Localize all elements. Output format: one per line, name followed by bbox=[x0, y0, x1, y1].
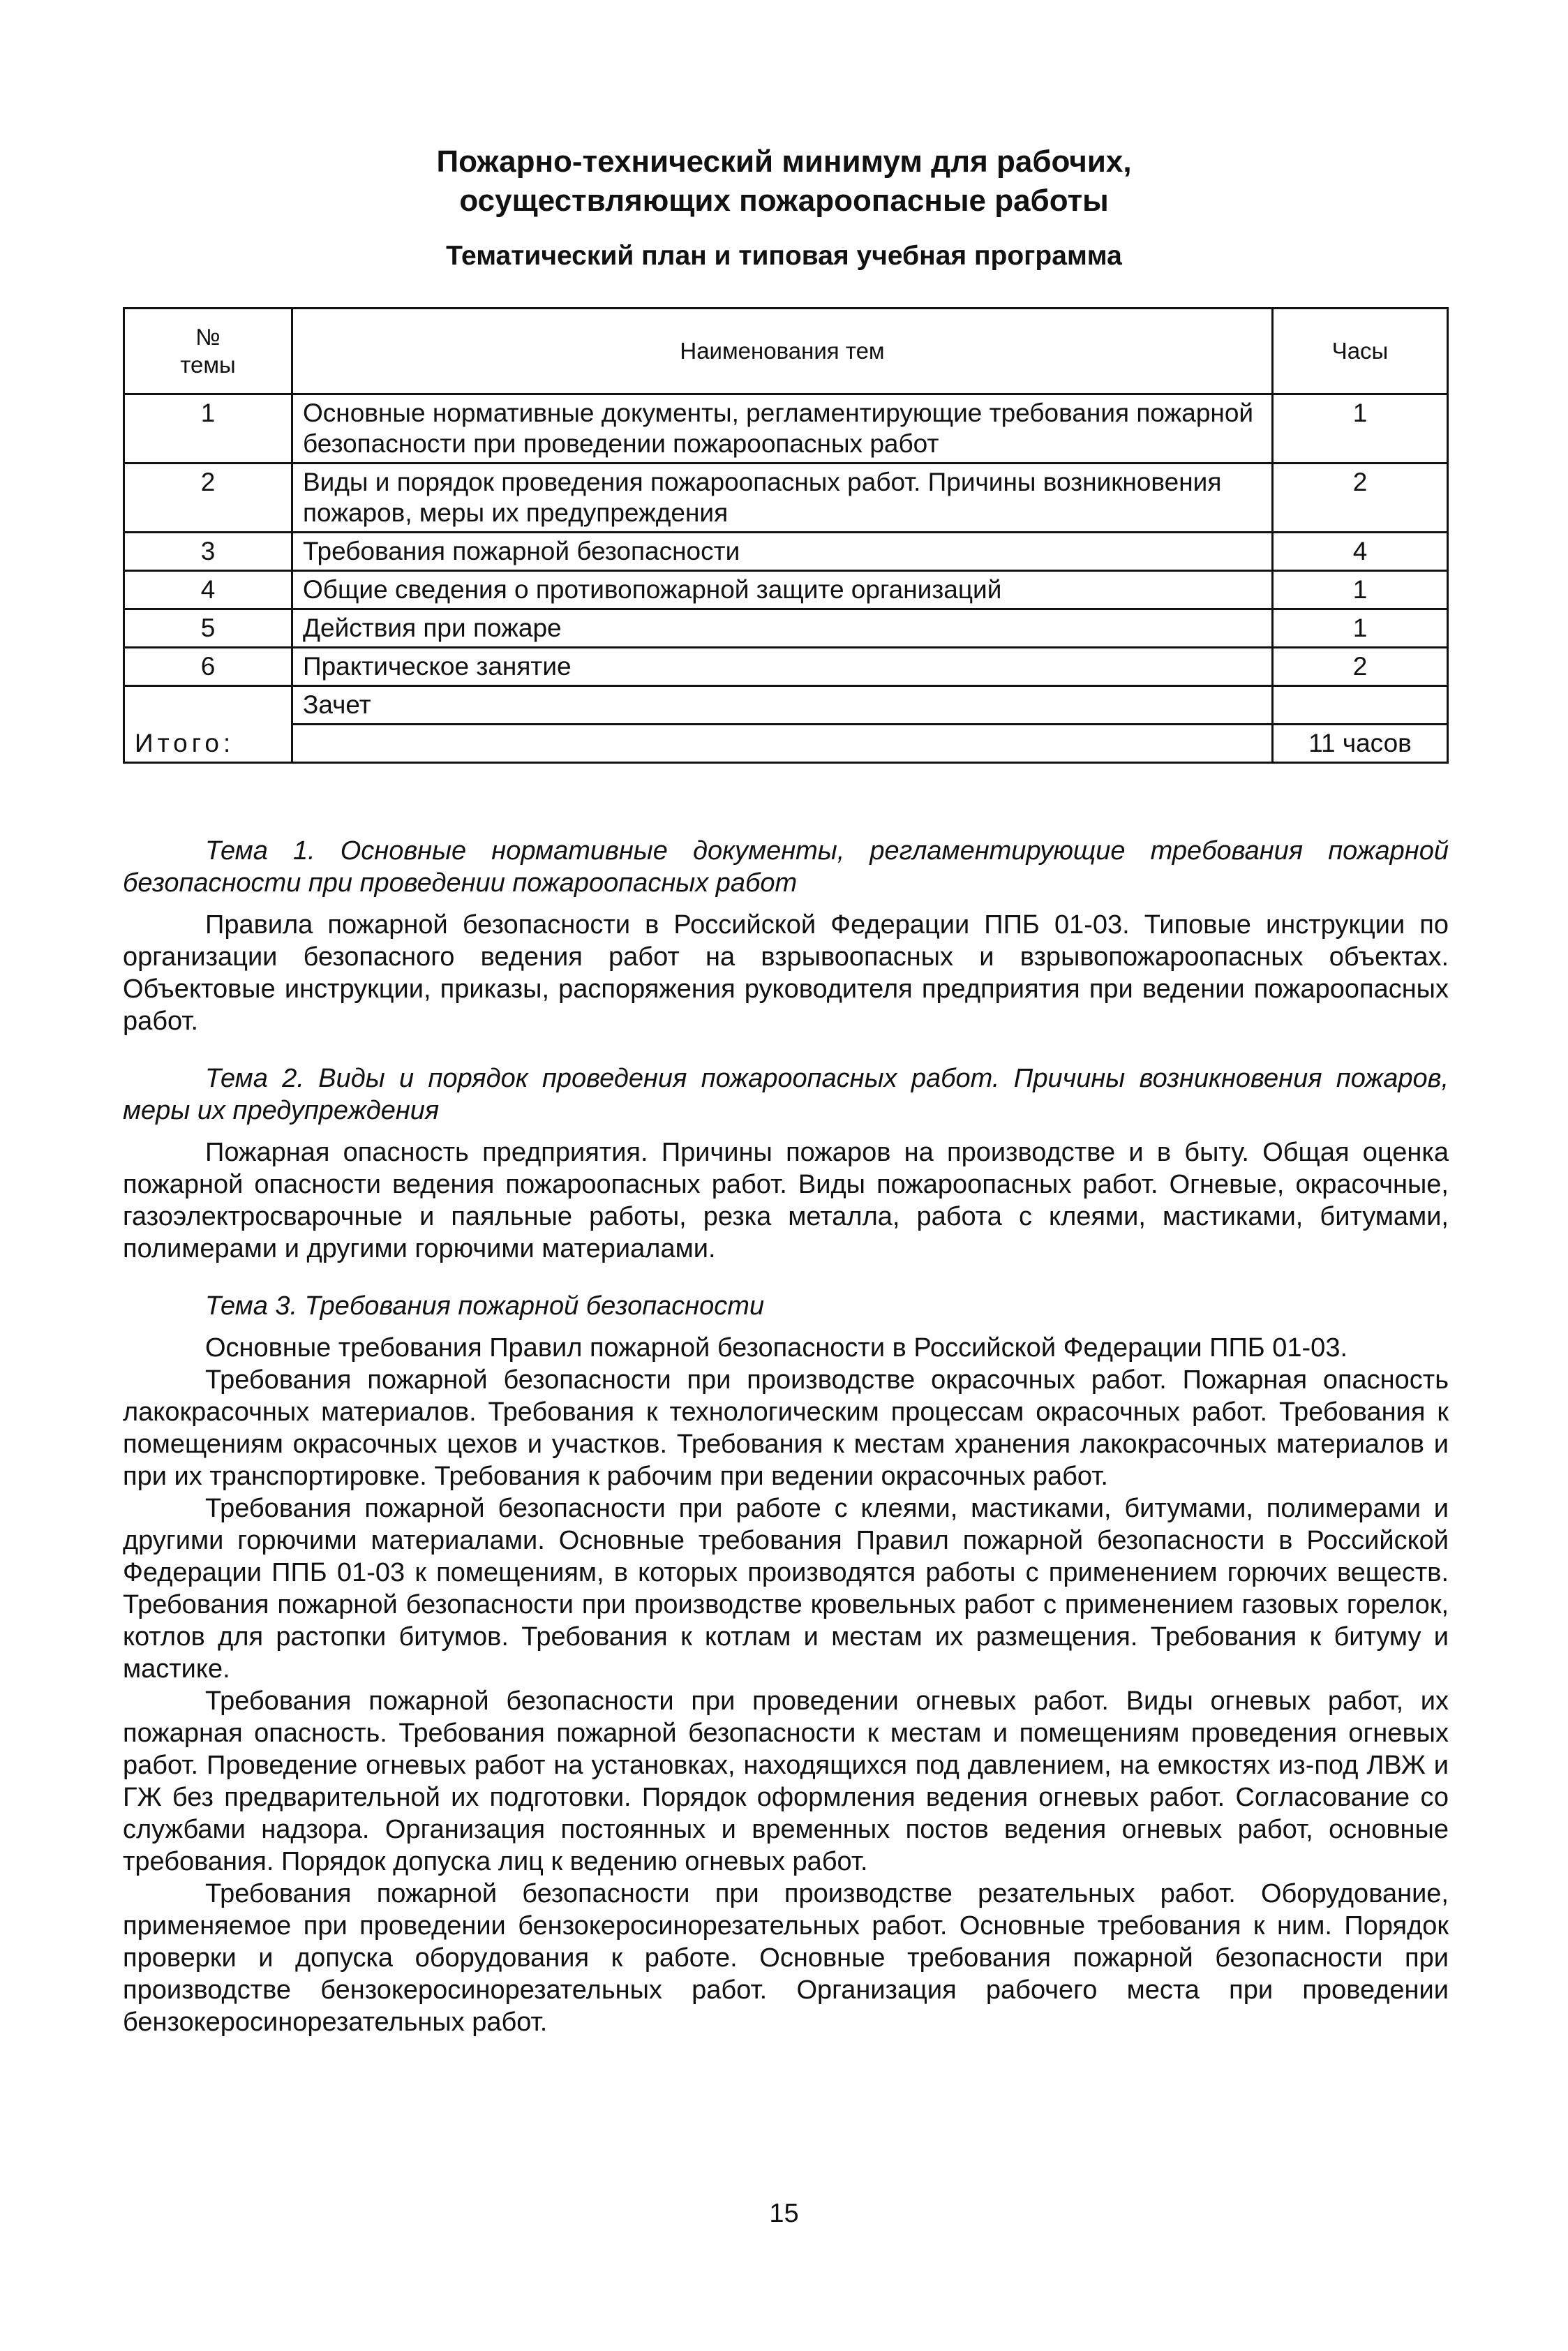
title-line-1: Пожарно-технический минимум для рабочих, bbox=[436, 144, 1132, 179]
row-topic-name: Действия при пожаре bbox=[292, 609, 1273, 648]
table-total-hours-row bbox=[124, 725, 1448, 763]
header-topic-number: № темы bbox=[124, 309, 292, 394]
row-hours: 4 bbox=[1273, 533, 1448, 571]
row-hours: 1 bbox=[1273, 394, 1448, 463]
row-number: 4 bbox=[124, 571, 292, 609]
row-topic-name: Общие сведения о противопожарной защите организаций bbox=[292, 571, 1273, 609]
table-row bbox=[124, 648, 1448, 686]
topic-paragraph: Требования пожарной безопасности при работе с клеями, мастиками, битумами, полимерами и другими горючими материалами. Основные требования Правил пожарной безопасности в Российской Федерации ППБ 01-03 к помещениям, в которых производятся работы с применением горючих веществ. Требования пожарной безопасности при производстве кровельных работ с применением газовых горелок, котлов для растопки битумов. Требования к котлам и местам их размещения. Требования к битуму и мастике. bbox=[123, 1494, 1449, 1684]
topic-paragraph: Правила пожарной безопасности в Российской Федерации ППБ 01-03. Типовые инструкции по организации безопасного ведения работ на взрывоопасных и взрывопожароопасных объектах. Объектовые инструкции, приказы, распоряжения руководителя предприятия при ведении пожароопасных работ. bbox=[123, 910, 1449, 1036]
table-row bbox=[124, 533, 1448, 571]
topic-heading: Тема 3. Требования пожарной безопасности bbox=[205, 1291, 765, 1321]
program-content bbox=[123, 835, 1449, 2063]
table-row bbox=[124, 609, 1448, 648]
table-row bbox=[124, 463, 1448, 533]
table-row bbox=[124, 394, 1448, 463]
topic-paragraph: Пожарная опасность предприятия. Причины пожаров на производстве и в быту. Общая оценка пожарной опасности ведения пожароопасных работ. Виды пожароопасных работ. Огневые, окрасочные, газоэлектросварочные и паяльные работы, резка металла, работа с клеями, мастиками, битумами, полимерами и другими горючими материалами. bbox=[123, 1138, 1449, 1263]
topic-section-1 bbox=[123, 835, 1449, 1037]
row-topic-name: Практическое занятие bbox=[292, 648, 1273, 686]
row-topic-name: Основные нормативные документы, регламентирующие требования пожарной безопасности при проведении пожароопасных работ bbox=[292, 394, 1273, 463]
topic-section-2 bbox=[123, 1062, 1449, 1265]
title-line-2: осуществляющих пожароопасные работы bbox=[459, 184, 1109, 218]
row-number: 5 bbox=[124, 609, 292, 648]
topic-heading: Тема 1. Основные нормативные документы, регламентирующие требования пожарной безопасности при проведении пожароопасных работ bbox=[123, 836, 1449, 898]
row-hours: 1 bbox=[1273, 571, 1448, 609]
topic-section-3 bbox=[123, 1290, 1449, 2038]
document-title bbox=[0, 142, 1568, 221]
row-topic-name: Требования пожарной безопасности bbox=[292, 533, 1273, 571]
row-hours: 1 bbox=[1273, 609, 1448, 648]
total-hours: 11 часов bbox=[1273, 725, 1448, 763]
row-number: 6 bbox=[124, 648, 292, 686]
table-row bbox=[124, 571, 1448, 609]
page-number: 15 bbox=[769, 2199, 799, 2228]
topic-paragraph: Требования пожарной безопасности при производстве окрасочных работ. Пожарная опасность лакокрасочных материалов. Требования к технологическим процессам окрасочных работ. Требования к помещениям окрасочных цехов и участков. Требования к местам хранения лакокрасочных материалов и при их транспортировке. Требования к рабочим при ведении окрасочных работ. bbox=[123, 1365, 1449, 1491]
topic-paragraph: Требования пожарной безопасности при производстве резательных работ. Оборудование, применяемое при проведении бензокеросинорезательных работ. Основные требования к ним. Порядок проверки и допуска оборудования к работе. Основные требования пожарной безопасности при производстве бензокеросинорезательных работ. Организация рабочего места при проведении бензокеросинорезательных работ. bbox=[123, 1879, 1449, 2037]
document-subtitle: Тематический план и типовая учебная программа bbox=[446, 241, 1122, 271]
total-label: Итого: bbox=[124, 686, 292, 763]
row-topic-name: Виды и порядок проведения пожароопасных работ. Причины возникновения пожаров, меры их предупреждения bbox=[292, 463, 1273, 533]
table-header-row bbox=[124, 309, 1448, 394]
total-spacer bbox=[292, 725, 1273, 763]
exam-hours bbox=[1273, 686, 1448, 725]
row-hours: 2 bbox=[1273, 648, 1448, 686]
row-number: 3 bbox=[124, 533, 292, 571]
topic-heading: Тема 2. Виды и порядок проведения пожароопасных работ. Причины возникновения пожаров, меры их предупреждения bbox=[123, 1064, 1449, 1125]
header-hours: Часы bbox=[1273, 309, 1448, 394]
row-hours: 2 bbox=[1273, 463, 1448, 533]
table-total-row bbox=[124, 686, 1448, 725]
header-topic-name: Наименования тем bbox=[292, 309, 1273, 394]
row-number: 2 bbox=[124, 463, 292, 533]
row-number: 1 bbox=[124, 394, 292, 463]
exam-label: Зачет bbox=[292, 686, 1273, 725]
topic-paragraph: Требования пожарной безопасности при проведении огневых работ. Виды огневых работ, их пожарная опасность. Требования пожарной безопасности к местам и помещениям проведения огневых работ. Проведение огневых работ на установках, находящихся под давлением, на емкостях из-под ЛВЖ и ГЖ без предварительной их подготовки. Порядок оформления ведения огневых работ. Согласование со службами надзора. Организация постоянных и временных постов ведения огневых работ, основные требования. Порядок допуска лиц к ведению огневых работ. bbox=[123, 1686, 1449, 1876]
topic-paragraph: Основные требования Правил пожарной безопасности в Российской Федерации ППБ 01-03. bbox=[205, 1333, 1348, 1363]
thematic-plan-table bbox=[123, 307, 1449, 764]
